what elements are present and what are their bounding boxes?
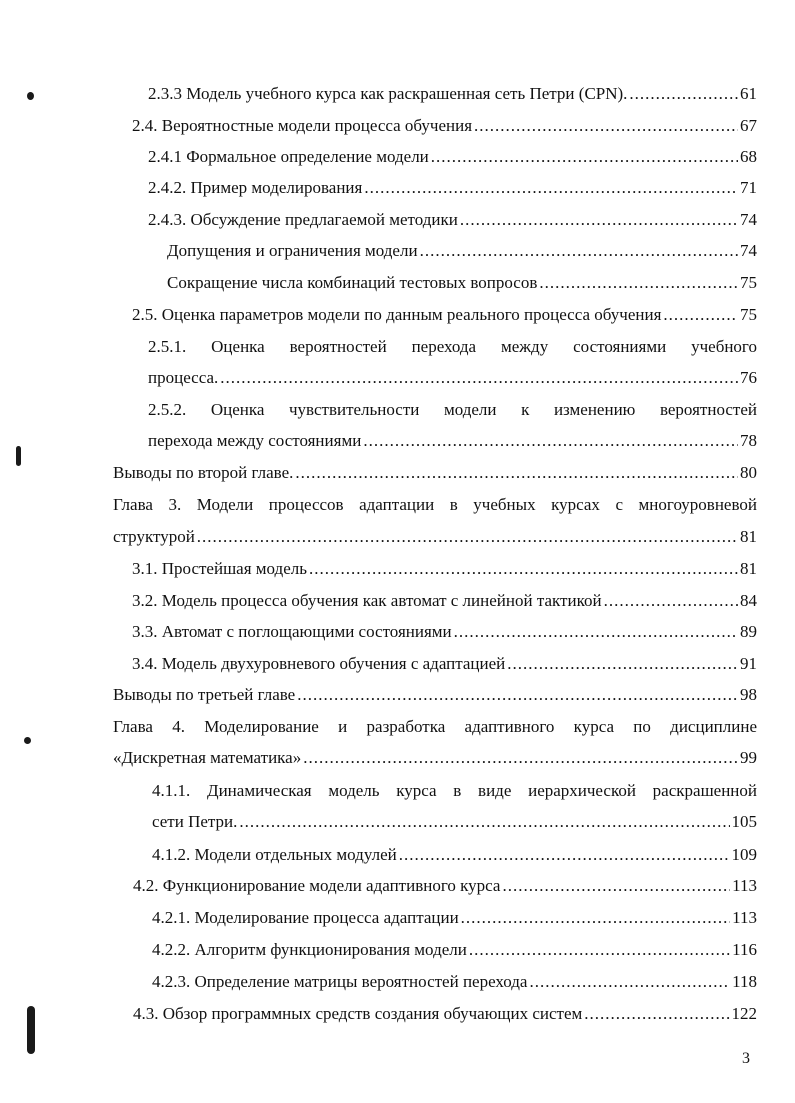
toc-entry [132, 591, 757, 611]
toc-leader-dots [461, 908, 730, 928]
toc-leader-dots [303, 748, 738, 768]
toc-entry-page: 81 [740, 559, 757, 578]
scan-speck [27, 92, 34, 100]
toc-leader-dots [663, 305, 738, 325]
toc-entry-first-line: 2.5.1. Оценка вероятностей перехода между состояниями учебного [148, 337, 757, 356]
toc-leader-dots [604, 591, 738, 611]
toc-leader-dots [460, 210, 738, 230]
toc-entry-label: структурой [113, 527, 195, 546]
toc-entry-page: 105 [731, 812, 757, 831]
toc-entry-page: 84 [740, 591, 757, 610]
toc-entry [113, 463, 757, 483]
toc-entry-page: 91 [740, 654, 757, 673]
toc-entry-label: 2.4.1 Формальное определение модели [148, 147, 429, 166]
toc-entry-page: 81 [740, 527, 757, 546]
toc-leader-dots [363, 431, 738, 451]
toc-entry-label: 4.2.2. Алгоритм функционирования модели [152, 940, 467, 959]
toc-entry [133, 1004, 757, 1024]
toc-entry [132, 654, 757, 674]
toc-entry-page: 109 [731, 845, 757, 864]
toc-entry-label: 3.3. Автомат с поглощающими состояниями [132, 622, 452, 641]
toc-entry [148, 431, 757, 451]
toc-entry [148, 368, 757, 388]
toc-entry-page: 74 [740, 241, 757, 260]
toc-entry-label: Выводы по третьей главе [113, 685, 296, 704]
toc-entry-page: 74 [740, 210, 757, 229]
scan-speck [27, 1006, 35, 1054]
toc-entry-page: 75 [740, 273, 757, 292]
toc-entry-label: Сокращение числа комбинаций тестовых вопросов [167, 273, 538, 292]
toc-entry-label: Выводы по второй главе. [113, 463, 294, 482]
toc-entry-page: 75 [740, 305, 757, 324]
toc-entry-label: Допущения и ограничения модели [167, 241, 418, 260]
toc-entry-page: 98 [740, 685, 757, 704]
toc-entry-page: 78 [740, 431, 757, 450]
toc-entry [152, 972, 757, 992]
toc-entry-page: 116 [732, 940, 757, 959]
toc-chapter-first-line: Глава 4. Моделирование и разработка адаптивного курса по дисциплине [113, 717, 757, 736]
toc-entry-label: 4.3. Обзор программных средств создания обучающих систем [133, 1004, 583, 1023]
toc-leader-dots [309, 559, 738, 579]
toc-entry-page: 122 [731, 1004, 757, 1023]
page-number: 3 [742, 1050, 750, 1067]
toc-entry-label: 2.4.2. Пример моделирования [148, 178, 363, 197]
toc-entry-label: 4.2.3. Определение матрицы вероятностей перехода [152, 972, 528, 991]
toc-entry [132, 305, 757, 325]
toc-entry [133, 876, 757, 896]
toc-entry-label: сети Петри. [152, 812, 238, 831]
toc-entry-label: 2.5. Оценка параметров модели по данным реального процесса обучения [132, 305, 662, 324]
toc-entry-first-line: 4.1.1. Динамическая модель курса в виде иерархической раскрашенной [152, 781, 757, 800]
toc-entry-label: процесса. [148, 368, 219, 387]
toc-leader-dots [454, 622, 738, 642]
toc-entry-page: 118 [732, 972, 757, 991]
toc-entry [132, 116, 757, 136]
toc-entry [113, 748, 757, 768]
toc-entry-label: «Дискретная математика» [113, 748, 302, 767]
toc-entry-page: 71 [740, 178, 757, 197]
toc-entry-label: 4.1.2. Модели отдельных модулей [152, 845, 397, 864]
toc-entry [148, 178, 757, 198]
toc-entry [148, 147, 757, 167]
toc-entry-label: 2.4.3. Обсуждение предлагаемой методики [148, 210, 458, 229]
toc-entry [152, 845, 757, 865]
toc-leader-dots [539, 273, 738, 293]
toc-entry-page: 80 [740, 463, 757, 482]
toc-leader-dots [239, 812, 729, 832]
toc-leader-dots [420, 241, 738, 261]
toc-entry [148, 84, 757, 104]
toc-leader-dots [295, 463, 738, 483]
toc-leader-dots [502, 876, 730, 896]
toc-entry [132, 622, 757, 642]
toc-entry-label: 2.4. Вероятностные модели процесса обучения [132, 116, 473, 135]
toc-entry-label: 4.2. Функционирование модели адаптивного курса [133, 876, 501, 895]
toc-entry [132, 559, 757, 579]
toc-entry-page: 113 [732, 908, 757, 927]
toc-entry-label: перехода между состояниями [148, 431, 362, 450]
toc-leader-dots [431, 147, 738, 167]
toc-leader-dots [474, 116, 738, 136]
scan-speck [16, 446, 21, 466]
toc-entry-page: 61 [740, 84, 757, 103]
toc-entry [152, 908, 757, 928]
toc-leader-dots [584, 1004, 729, 1024]
toc-leader-dots [629, 84, 738, 104]
toc-leader-dots [364, 178, 738, 198]
toc-entry [167, 241, 757, 261]
toc-leader-dots [529, 972, 730, 992]
toc-entry-label: 2.3.3 Модель учебного курса как раскрашенная сеть Петри (CPN). [148, 84, 628, 103]
toc-entry [167, 273, 757, 293]
toc-leader-dots [507, 654, 738, 674]
toc-leader-dots [469, 940, 730, 960]
toc-chapter-first-line: Глава 3. Модели процессов адаптации в учебных курсах с многоуровневой [113, 495, 757, 514]
toc-entry [113, 527, 757, 547]
toc-entry [152, 940, 757, 960]
toc-leader-dots [297, 685, 738, 705]
scan-speck [24, 737, 31, 744]
toc-entry-page: 89 [740, 622, 757, 641]
toc-entry-page: 68 [740, 147, 757, 166]
toc-entry [152, 812, 757, 832]
toc-entry-label: 4.2.1. Моделирование процесса адаптации [152, 908, 459, 927]
toc-entry-page: 113 [732, 876, 757, 895]
toc-entry [113, 685, 757, 705]
toc-entry [148, 210, 757, 230]
toc-entry-label: 3.4. Модель двухуровневого обучения с адаптацией [132, 654, 506, 673]
toc-entry-first-line: 2.5.2. Оценка чувствительности модели к изменению вероятностей [148, 400, 757, 419]
toc-leader-dots [220, 368, 738, 388]
toc-entry-label: 3.1. Простейшая модель [132, 559, 307, 578]
toc-leader-dots [197, 527, 738, 547]
toc-entry-label: 3.2. Модель процесса обучения как автомат с линейной тактикой [132, 591, 602, 610]
toc-entry-page: 99 [740, 748, 757, 767]
toc-entry-page: 67 [740, 116, 757, 135]
toc-entry-page: 76 [740, 368, 757, 387]
toc-leader-dots [399, 845, 730, 865]
